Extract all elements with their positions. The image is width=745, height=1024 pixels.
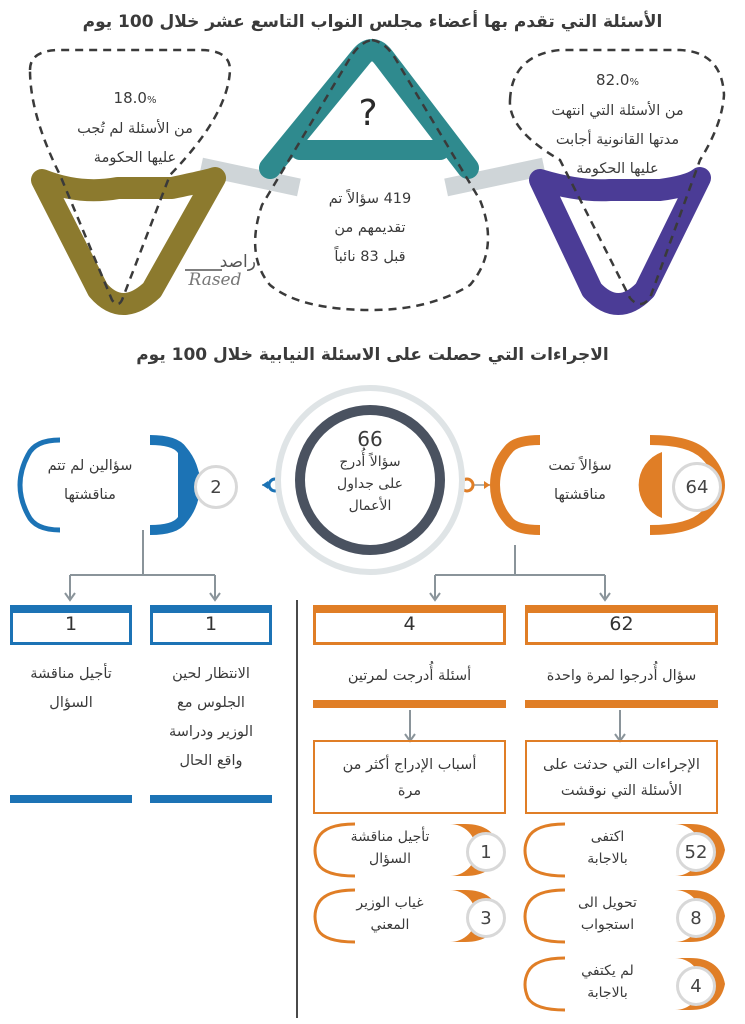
logo-latin: Rased <box>188 270 242 290</box>
right-pill-2-number: 8 <box>676 898 716 938</box>
left-stat <box>40 84 230 173</box>
orange-box-right: 62 <box>525 605 718 645</box>
left-pill-1-text: تأجيل مناقشة السؤال <box>350 829 430 867</box>
right-stat <box>515 66 720 184</box>
right-pill-1-number: 52 <box>676 832 716 872</box>
blue-right-label: الانتظار لحين الجلوس مع الوزير ودراسة واقع الحال <box>169 666 253 769</box>
right-stat-percent: 82.0% <box>596 71 639 89</box>
right-pill-2-text: تحويل الى استجواب <box>578 895 637 933</box>
center-line2: على جداول <box>337 476 403 492</box>
question-icon: ? <box>358 93 378 134</box>
right-pill-3-text: لم يكتفي بالاجابة <box>581 963 634 1001</box>
left-group-label <box>15 452 165 510</box>
left-group-line2: مناقشتها <box>64 487 116 503</box>
center-stat-line3: قبل 83 نائباً <box>334 249 406 265</box>
blue-box-right: 1 <box>150 605 272 645</box>
left-sub-header: أسباب الإدراج أكثر من مرة <box>313 740 506 814</box>
left-stat-line1: من الأسئلة لم تُجب <box>77 121 193 137</box>
center-stat-line1: 419 سؤالاً تم <box>328 191 412 207</box>
center-number: 66 <box>357 427 383 451</box>
right-group-label <box>505 452 655 510</box>
center-line1: سؤالاً أُدرج <box>339 454 401 470</box>
purple-triangle <box>540 178 700 304</box>
blue-box-left: 1 <box>10 605 132 645</box>
orange-right-label: سؤال أُدرجوا لمرة واحدة <box>546 668 697 684</box>
left-pill-2-text: غياب الوزير المعني <box>356 895 424 933</box>
right-group-line2: مناقشتها <box>554 487 606 503</box>
blue-bar-left <box>10 795 132 803</box>
right-stat-line2: مدتها القانونية أجابت <box>555 132 680 148</box>
center-stat <box>290 185 450 272</box>
left-pill-1-number: 1 <box>466 832 506 872</box>
orange-box-left: 4 <box>313 605 506 645</box>
right-pill-3-number: 4 <box>676 966 716 1006</box>
sub-arrows <box>300 705 740 745</box>
blue-left-label: تأجيل مناقشة السؤال <box>30 666 112 711</box>
right-stat-line3: عليها الحكومة <box>576 161 659 177</box>
left-group-line1: سؤالين لم تتم <box>47 458 133 474</box>
right-group-line1: سؤالاً تمت <box>548 458 612 474</box>
logo-arabic: راصد <box>219 252 256 272</box>
left-stat-line2: عليها الحكومة <box>93 150 177 166</box>
left-count-circle: 2 <box>194 465 238 509</box>
center-line3: الأعمال <box>348 498 392 514</box>
divider <box>296 600 298 1018</box>
right-count-circle: 64 <box>672 462 722 512</box>
orange-left-label: أسئلة أُدرجت لمرتين <box>347 668 472 684</box>
left-stat-percent: 18.0% <box>113 89 157 107</box>
blue-bar-right <box>150 795 272 803</box>
rased-logo <box>170 252 260 290</box>
right-pill-1-text: اكتفى بالاجابة <box>587 829 628 867</box>
right-stat-line1: من الأسئلة التي انتهت <box>551 103 684 119</box>
section-title: الاجراءات التي حصلت على الاسئلة النيابية خلال 100 يوم <box>136 345 609 365</box>
center-circle-text <box>310 427 430 517</box>
page-title: الأسئلة التي تقدم بها أعضاء مجلس النواب التاسع عشر خلال 100 يوم <box>82 12 663 32</box>
left-pill-2-number: 3 <box>466 898 506 938</box>
right-sub-header: الإجراءات التي حدثت على الأسئلة التي نوقشت <box>525 740 718 814</box>
center-stat-line2: تقديمهم من <box>334 220 406 236</box>
